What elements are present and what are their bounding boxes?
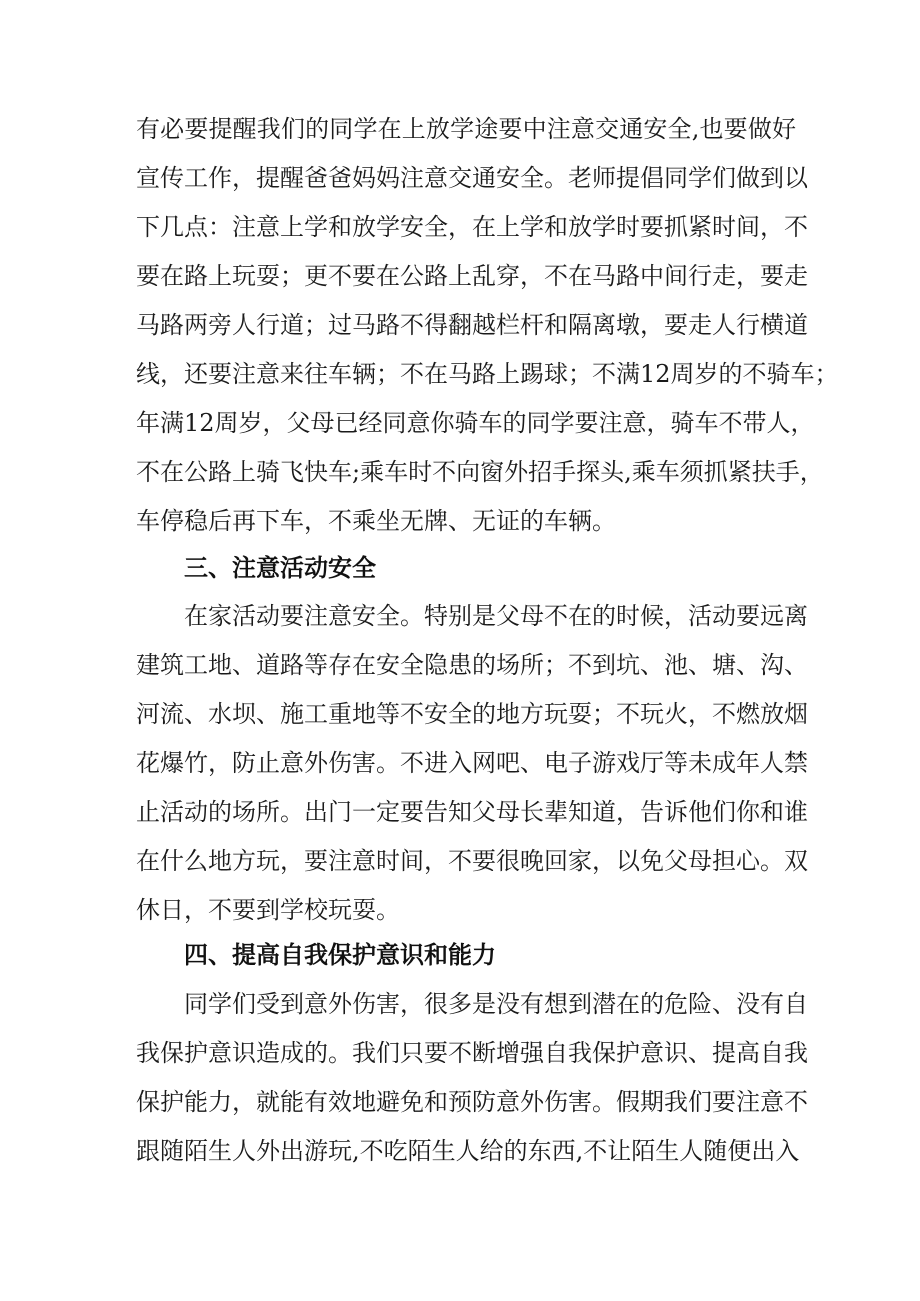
paragraph-line: 不在公路上骑飞快车;乘车时不向窗外招手探头,乘车须抓紧扶手， — [136, 458, 824, 486]
paragraph-line: 休日，不要到学校玩耍。 — [136, 896, 400, 924]
paragraph-line: 河流、水坝、施工重地等不安全的地方玩耍；不玩火，不燃放烟 — [136, 700, 808, 728]
section-heading-three: 三、注意活动安全 — [184, 554, 376, 582]
paragraph-line: 跟随陌生人外出游玩,不吃陌生人给的东西,不让陌生人随便出入 — [136, 1137, 800, 1165]
paragraph-line: 花爆竹，防止意外伤害。不进入网吧、电子游戏厅等未成年人禁 — [136, 749, 808, 777]
paragraph-line: 有必要提醒我们的同学在上放学途要中注意交通安全,也要做好 — [136, 115, 796, 143]
paragraph-line: 线，还要注意来往车辆；不在马路上踢球；不满12周岁的不骑车； — [136, 360, 839, 388]
paragraph-line: 在家活动要注意安全。特别是父母不在的时候，活动要远离 — [184, 602, 808, 630]
paragraph-line: 下几点：注意上学和放学安全，在上学和放学时要抓紧时间，不 — [136, 213, 808, 241]
paragraph-line: 保护能力，就能有效地避免和预防意外伤害。假期我们要注意不 — [136, 1088, 808, 1116]
paragraph-line: 建筑工地、道路等存在安全隐患的场所；不到坑、池、塘、沟、 — [136, 651, 808, 679]
paragraph-line: 车停稳后再下车，不乘坐无牌、无证的车辆。 — [136, 507, 616, 535]
paragraph-line: 我保护意识造成的。我们只要不断增强自我保护意识、提高自我 — [136, 1039, 808, 1067]
paragraph-line: 年满12周岁，父母已经同意你骑车的同学要注意，骑车不带人， — [136, 409, 815, 437]
paragraph-line: 在什么地方玩，要注意时间，不要很晚回家，以免父母担心。双 — [136, 847, 808, 875]
section-heading-four: 四、提高自我保护意识和能力 — [184, 941, 496, 969]
paragraph-line: 同学们受到意外伤害，很多是没有想到潜在的危险、没有自 — [184, 990, 808, 1018]
paragraph-line: 止活动的场所。出门一定要告知父母长辈知道，告诉他们你和谁 — [136, 798, 808, 826]
paragraph-line: 宣传工作，提醒爸爸妈妈注意交通安全。老师提倡同学们做到以 — [136, 164, 808, 192]
paragraph-line: 马路两旁人行道；过马路不得翻越栏杆和隔离墩，要走人行横道 — [136, 311, 808, 339]
paragraph-line: 要在路上玩耍；更不要在公路上乱穿，不在马路中间行走，要走 — [136, 262, 808, 290]
